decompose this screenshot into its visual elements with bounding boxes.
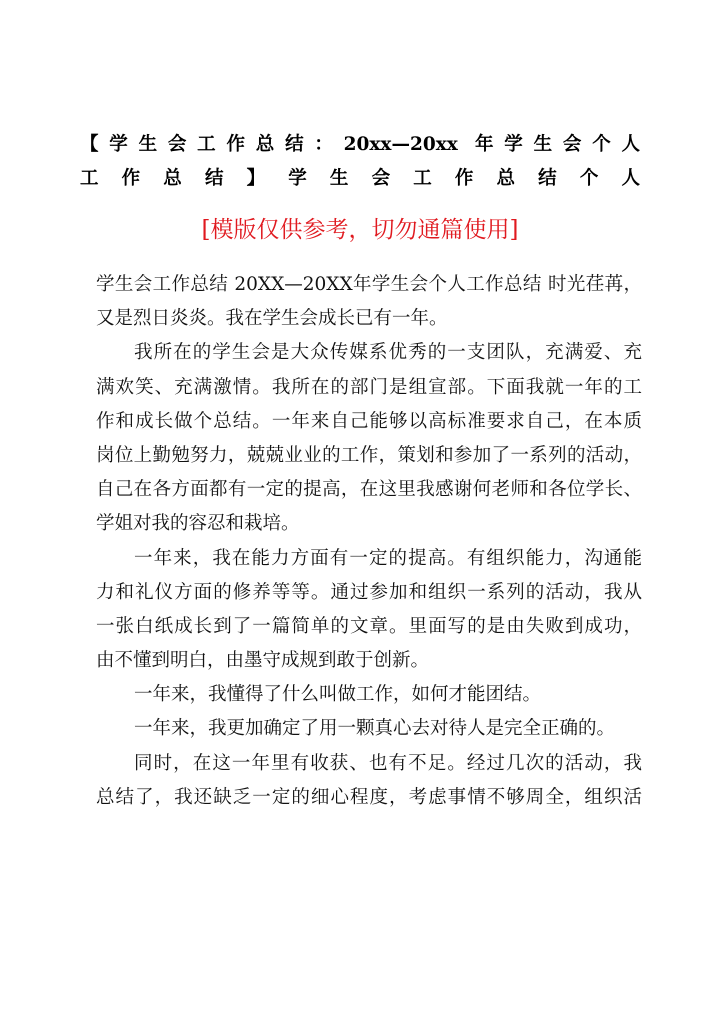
title-line: 【学生会工作总结：20xx—20xx 年学生会个人 [80, 134, 640, 155]
body-line: 一年来，我在能力方面有一定的提高。有组织能力，沟通能 [134, 547, 642, 569]
title-line: 工作总结】学生会工作总结个人 [80, 168, 640, 190]
body-line: 自己在各方面都有一定的提高，在这里我感谢何老师和各位学长、 [96, 479, 642, 501]
body-line: 一年来，我更加确定了用一颗真心去对待人是完全正确的。 [134, 718, 616, 740]
document-title [80, 128, 640, 196]
body-line: 一年来，我懂得了什么叫做工作，如何才能团结。 [134, 684, 542, 706]
template-notice: [模版仅供参考，切勿通篇使用] [201, 217, 519, 243]
body-line: 总结了，我还缺乏一定的细心程度，考虑事情不够周全，组织活 [96, 786, 642, 808]
body-line: 我所在的学生会是大众传媒系优秀的一支团队，充满爱、充 [134, 342, 642, 364]
body-line: 满欢笑、充满激情。我所在的部门是组宣部。下面我就一年的工 [96, 376, 642, 398]
body-line: 学生会工作总结 20XX—20XX年学生会个人工作总结 时光荏苒， [96, 274, 642, 295]
body-line: 学姐对我的容忍和栽培。 [96, 513, 300, 535]
body-line: 又是烈日炎炎。我在学生会成长已有一年。 [96, 308, 448, 330]
body-line: 作和成长做个总结。一年来自己能够以高标准要求自己，在本质 [96, 410, 642, 432]
body-line: 一张白纸成长到了一篇简单的文章。里面写的是由失败到成功， [96, 615, 642, 637]
body-line: 由不懂到明白，由墨守成规到敢于创新。 [96, 650, 430, 672]
body-line: 同时，在这一年里有收获、也有不足。经过几次的活动，我 [134, 752, 642, 774]
body-line: 力和礼仪方面的修养等等。通过参加和组织一系列的活动，我从 [96, 581, 642, 603]
document-body [96, 268, 642, 815]
body-line: 岗位上勤勉努力，兢兢业业的工作，策划和参加了一系列的活动， [96, 444, 642, 466]
